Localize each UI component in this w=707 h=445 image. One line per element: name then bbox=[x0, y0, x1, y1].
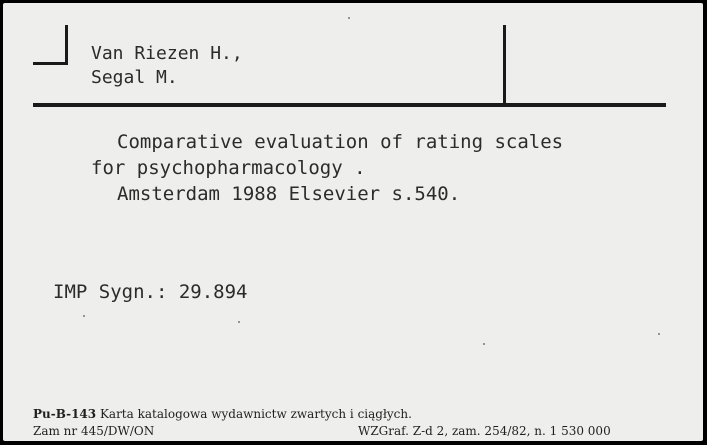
vertical-rule bbox=[503, 25, 506, 103]
footer-order: Zam nr 445/DW/ON bbox=[33, 424, 155, 438]
catalog-card bbox=[3, 3, 703, 441]
paper-speck bbox=[658, 333, 660, 335]
footer-form-line bbox=[33, 407, 412, 421]
author-1: Van Riezen H., bbox=[91, 43, 243, 64]
paper-speck bbox=[83, 315, 85, 317]
horizontal-rule bbox=[33, 103, 666, 107]
paper-speck bbox=[348, 17, 350, 19]
corner-mark-horizontal bbox=[33, 62, 68, 65]
title-line-2: for psychopharmacology . bbox=[91, 157, 366, 179]
form-description: Karta katalogowa wydawnictw zwartych i ciągłych. bbox=[99, 407, 412, 421]
title-line-3: Amsterdam 1988 Elsevier s.540. bbox=[117, 183, 461, 205]
corner-mark-vertical bbox=[65, 25, 68, 65]
title-line-1: Comparative evaluation of rating scales bbox=[117, 131, 564, 153]
paper-speck bbox=[238, 321, 240, 323]
form-code: Pu-B-143 bbox=[33, 407, 97, 421]
call-number: IMP Sygn.: 29.894 bbox=[53, 281, 248, 303]
author-2: Segal M. bbox=[91, 67, 178, 88]
paper-speck bbox=[483, 343, 485, 345]
footer-printer: WZGraf. Z-d 2, zam. 254/82, n. 1 530 000 bbox=[358, 424, 611, 438]
